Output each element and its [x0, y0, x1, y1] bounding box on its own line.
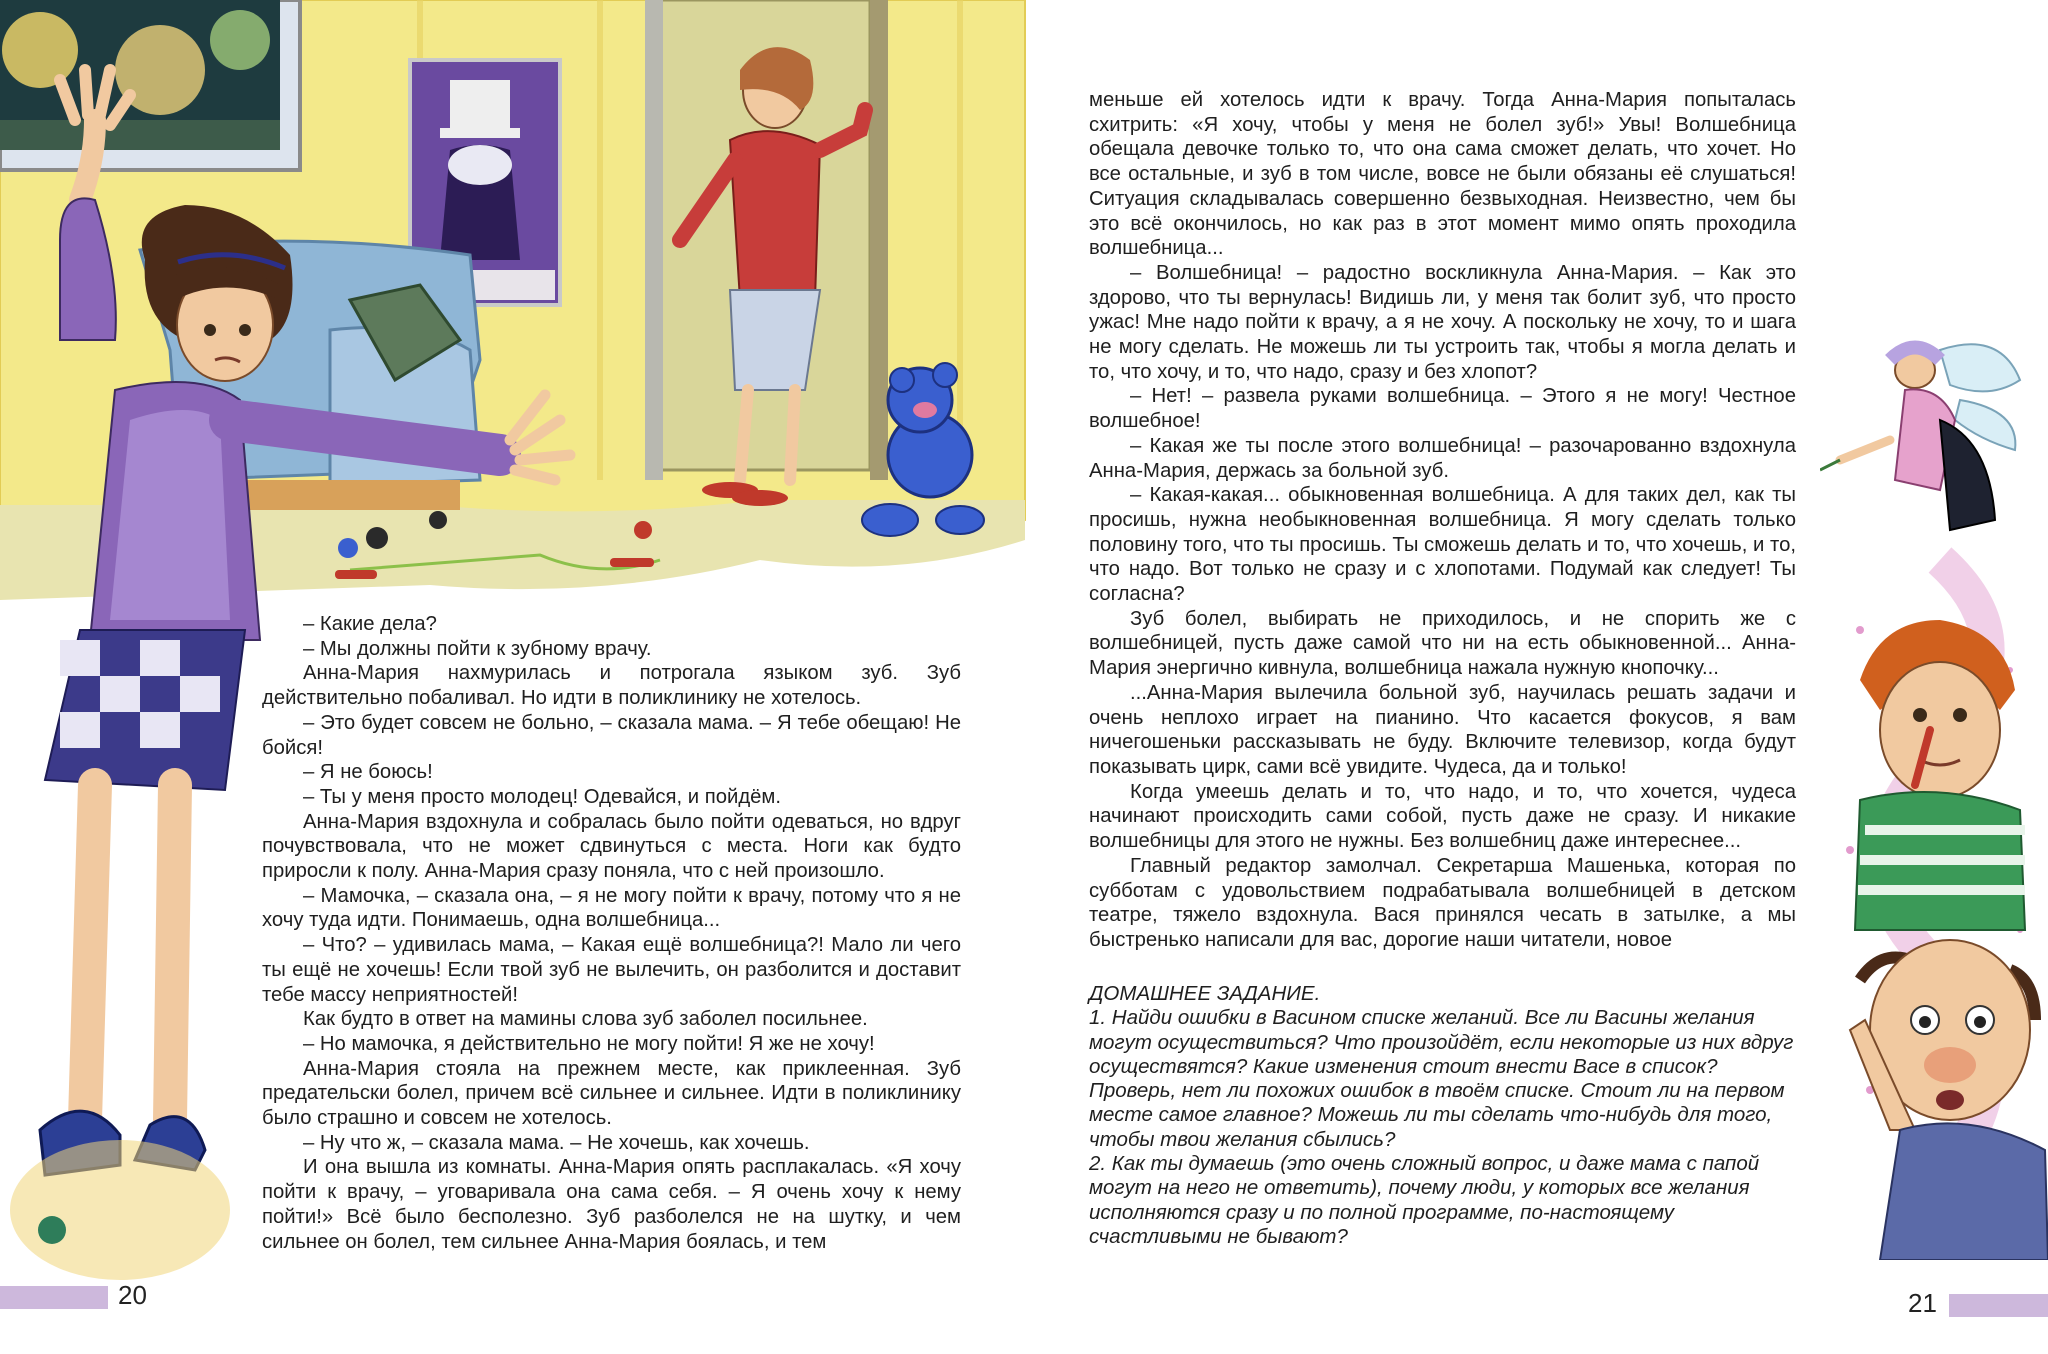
page-accent-bar	[1949, 1294, 2048, 1317]
page-number: 20	[118, 1280, 147, 1310]
left-page-text	[262, 612, 961, 1254]
paragraph: И она вышла из комнаты. Анна-Мария опять расплакалась. «Я хочу пойти к врачу, – уговаривала она сама себя. – Я очень хочу к нему пойти!» Всё было бесполезно. Зуб разболелся не на шутку, и чем сильнее он болел, тем сильнее Анна-Мария боялась, и тем	[262, 1156, 961, 1253]
right-page-text	[1089, 88, 1796, 953]
paragraph: – Что? – удивилась мама, – Какая ещё волшебница?! Мало ли чего ты ещё не хочешь! Если твой зуб не вылечить, он разболится и доставит тебе массу неприятностей!	[262, 934, 961, 1006]
paragraph: Анна-Мария стояла на прежнем месте, как приклеенная. Зуб предательски болел, причем всё сильнее и сильнее. Идти в поликлинику было страшно и совсем не хотелось.	[262, 1057, 961, 1130]
paragraph: – Ты у меня просто молодец! Одевайся, и пойдём.	[303, 785, 782, 808]
paragraph: Анна-Мария вздохнула и собралась было пойти одеваться, но вдруг почувствовала, что не может сдвинуться с места. Ноги как будто приросли к полу. Анна-Мария сразу поняла, что с ней произошло.	[262, 810, 961, 883]
paragraph: Главный редактор замолчал. Секретарша Машенька, которая по субботам с удовольствием подрабатывала волшебницей в детском театре, тяжело вздохнула. Вася принялся чесать в затылке, а мы быстренько написали для вас, дорогие наши читатели, новое	[1089, 854, 1796, 951]
paragraph: Анна-Мария нахмурилась и потрогала языком зуб. Зуб действительно побаливал. Но идти в поликлинику не хотелось.	[262, 662, 961, 710]
paragraph: – Какие дела?	[303, 613, 437, 635]
paragraph: – Ну что ж, – сказала мама. – Не хочешь, как хочешь.	[303, 1131, 810, 1154]
homework-section	[1089, 982, 1800, 1249]
homework-item: Проверь, нет ли похожих ошибок в твоём списке. Стоит ли на первом месте самое главное? Можешь ли ты сделать что-нибудь для того, чтобы твои желания сбылись?	[1089, 1079, 1785, 1151]
paragraph: – Какая же ты после этого волшебница! – разочарованно вздохнула Анна-Мария, держась за больной зуб.	[1089, 434, 1796, 482]
paragraph: – Но мамочка, я действительно не могу пойти! Я же не хочу!	[303, 1032, 875, 1055]
checkered-skirt	[45, 630, 245, 790]
homework-heading: ДОМАШНЕЕ ЗАДАНИЕ.	[1089, 982, 1321, 1005]
fairy-figure	[1820, 344, 2020, 530]
paragraph: меньше ей хотелось идти к врачу. Тогда Анна-Мария попыталась схитрить: «Я хочу, чтобы у меня не болел зуб!» Увы! Волшебница обещала девочке только то, что она сама сможет делать, что хочет. Но все остальные, и зуб в том числе, вовсе не были обязаны её слушаться! Ситуация складывалась совершенно безвыходная. Неизвестно, чем бы это всё окончилось, но как раз в этот момент мимо опять проходила волшебница...	[1089, 89, 1796, 260]
boy-figure	[1855, 620, 2025, 930]
homework-item: 1. Найди ошибки в Васином списке желаний. Все ли Васины желания могут осуществиться? Что произойдёт, если некоторые из них вдруг осуществятся? Какие изменения стоит внести Васе в список?	[1089, 1006, 1794, 1078]
framed-painting	[0, 0, 300, 170]
paragraph: – Какая-какая... обыкновенная волшебница. А для таких дел, как ты просишь, нужна необыкновенная волшебница. Я могу сделать только половину того, что ты просишь. Ты сможешь делать и то, что хочешь, и то, что надо. Вот только не сразу и с хлопотами. Подумай как следует! Ты согласна?	[1089, 484, 1796, 606]
paragraph: Когда умеешь делать и то, что надо, и то, что хочется, чудеса начинают происходить сами собой, пусть даже не сразу. И никакие волшебницы для этого не нужны. Без волшебниц даже интереснее...	[1089, 780, 1796, 853]
homework-item: 2. Как ты думаешь (это очень сложный вопрос, и даже мама с папой могут на него не ответить), почему люди, у которых все желания исполняются сразу и по полной программе, по-настоящему счастливыми не бывают?	[1089, 1152, 1760, 1248]
paragraph: ...Анна-Мария вылечила больной зуб, научилась решать задачи и очень неплохо играет на пианино. Что касается фокусов, я вам ничегошеньки рассказывать не буду. Включите телевизор, когда будут показывать цирк, сами всё увидите. Чудеса, да и только!	[1089, 681, 1796, 778]
paragraph: – Волшебница! – радостно воскликнула Анна-Мария. – Как это здорово, что ты вернулась! Видишь ли, у меня так болит зуб, что просто ужас! Мне надо пойти к врачу, а я не хочу. А поскольку не хочу, то и шага не могу сделать. Не можешь ли ты устроить так, чтобы я могла делать и то, что хочу, и то, что надо, сразу и без хлопот?	[1089, 261, 1796, 383]
paragraph: – Я не боюсь!	[303, 761, 433, 784]
page-number: 21	[1908, 1288, 1937, 1318]
bald-man-figure	[1850, 940, 2048, 1260]
paragraph: – Нет! – развела руками волшебница. – Этого я не могу! Честное волшебное!	[1089, 385, 1796, 433]
paragraph: Зуб болел, выбирать не приходилось, и не спорить же с волшебницей, пусть даже самой что ни на есть обыкновенной... Анна-Мария энергично кивнула, волшебница нажала нужную кнопочку...	[1089, 607, 1796, 680]
paragraph: – Мамочка, – сказала она, – я не могу пойти к врачу, потому что я не хочу туда идти. Понимаешь, одна волшебница...	[262, 884, 961, 932]
margin-characters-illustration	[1820, 330, 2048, 1260]
paragraph: – Это будет совсем не больно, – сказала мама. – Я тебе обещаю! Не бойся!	[262, 711, 961, 759]
paragraph: Как будто в ответ на мамины слова зуб заболел посильнее.	[303, 1008, 868, 1031]
page-accent-bar	[0, 1286, 108, 1309]
paragraph: – Мы должны пойти к зубному врачу.	[303, 637, 652, 660]
